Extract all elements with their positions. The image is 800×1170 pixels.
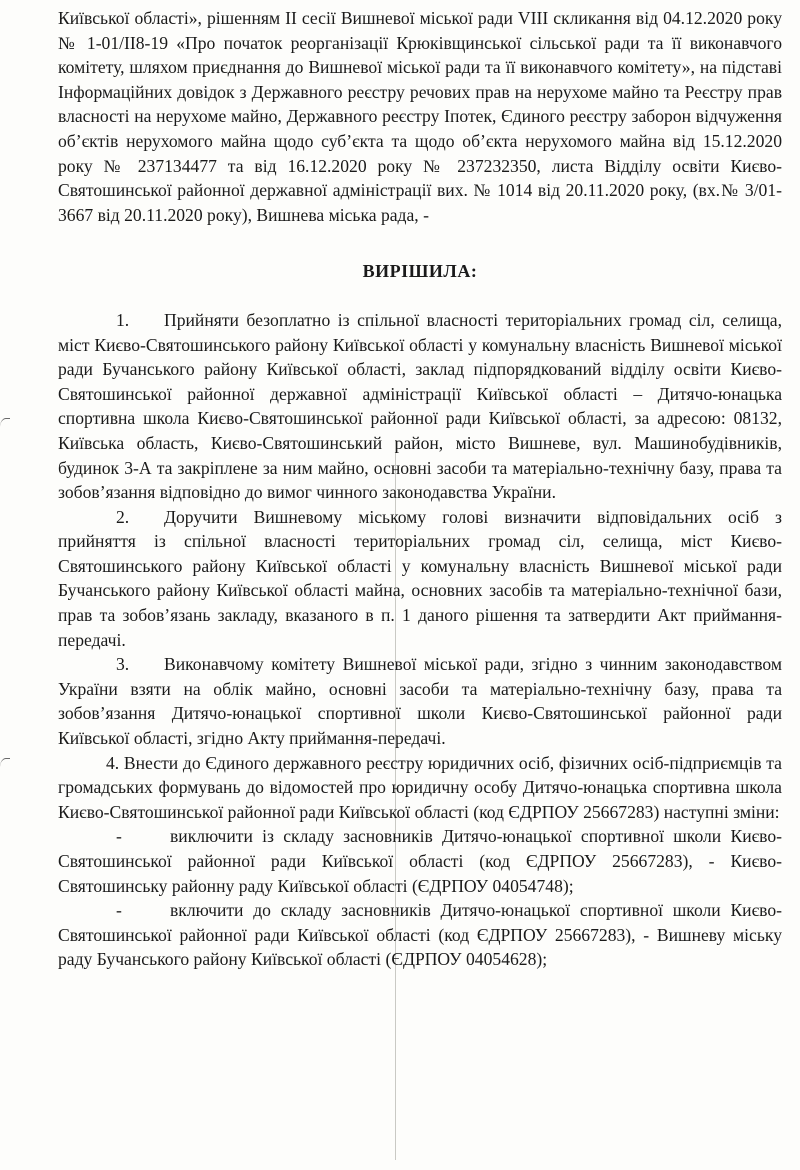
decision-item-1 xyxy=(58,308,782,505)
item-number: 1. xyxy=(116,309,130,330)
binding-hole-mark xyxy=(0,418,10,433)
item-text: Доручити Вишневому міському голові визначити відповідальних осіб з прийняття із спільної власності територіальних громад сіл, селища, міст Києво-Святошинського району Київської області у комунальну власність Вишневої міської ради Бучанського району Київської області майна, основних засобів та матеріально-технічної бази, прав та зобов’язань закладу, вказаного в п. 1 даного рішення та затвердити Акт приймання-передачі. xyxy=(58,506,782,650)
item-text: Прийняти безоплатно із спільної власності територіальних громад сіл, селища, міст Києво-Святошинського району Київської області у комунальну власність Вишневої міської ради Бучанського району Київської області, заклад підпорядкований відділу освіти Києво-Святошинської районної державної адміністрації Київської області – Дитячо-юнацька спортивна школа Києво-Святошинської районної ради Київської області, за адресою: 08132, Київська область, Києво-Святошинський район, місто Вишневе, вул. Машинобудівників, будинок 3-А та закріплене за ним майно, основні засоби та матеріально-технічну базу, права та зобов’язання відповідно до вимог чинного законодавства України. xyxy=(58,309,782,503)
item-number: 2. xyxy=(116,506,130,527)
item-text: Виконавчому комітету Вишневої міської ради, згідно з чинним законодавством України взяти на облік майно, основні засоби та матеріально-технічну базу, права та зобов’язання Дитячо-юнацької спортивної школи Києво-Святошинської районної ради Київської області, згідно Акту приймання-передачі. xyxy=(58,654,782,749)
binding-hole-mark xyxy=(0,758,10,773)
sub-item-text: включити до складу засновників Дитячо-юнацької спортивної школи Києво-Святошинської районної ради Київської області (код ЄДРПОУ 25667283), - Вишневу міську раду Бучанського району Київської області (ЄДРПОУ 04054628); xyxy=(58,900,782,970)
decision-item-2 xyxy=(58,505,782,653)
list-dash: - xyxy=(116,826,122,847)
decision-item-4: 4. Внести до Єдиного державного реєстру юридичних осіб, фізичних осіб-підприємців та громадських формувань до відомостей про юридичну особу Дитячо-юнацька спортивна школа Києво-Святошинської районної ради Київської області (код ЄДРПОУ 25667283) наступні зміни: xyxy=(58,752,782,822)
sub-item-include xyxy=(58,898,782,972)
list-dash: - xyxy=(116,900,122,921)
item-number: 3. xyxy=(116,654,130,675)
sub-item-exclude xyxy=(58,824,782,898)
document-page xyxy=(58,6,782,972)
decision-heading: ВИРІШИЛА: xyxy=(362,261,478,282)
decision-item-3 xyxy=(58,652,782,750)
intro-paragraph: Київської області», рішенням II сесії Вишневої міської ради VIII скликання від 04.12.2020 року № 1-01/II8-19 «Про початок реорганізації Крюківщинської сільської ради та її виконавчого комітету, шляхом приєднання до Вишневої міської ради та її виконавчого комітету», на підставі Інформаційних довідок з Державного реєстру речових прав на нерухоме майно та Реєстру прав власності на нерухоме майно, Державного реєстру Іпотек, Єдиного реєстру заборон відчуження об’єктів нерухомого майна щодо суб’єкта та щодо об’єкта нерухомого майна від 15.12.2020 року № 237134477 та від 16.12.2020 року № 237232350, листа Відділу освіти Києво-Святошинської районної державної адміністрації вих. № 1014 від 20.11.2020 року, (вх.№ 3/01-3667 від 20.11.2020 року), Вишнева міська рада, - xyxy=(58,8,782,225)
sub-item-text: виключити із складу засновників Дитячо-юнацької спортивної школи Києво-Святошинської районної ради Київської області (код ЄДРПОУ 25667283), - Києво-Святошинську районну раду Київської області (ЄДРПОУ 04054748); xyxy=(58,826,782,896)
